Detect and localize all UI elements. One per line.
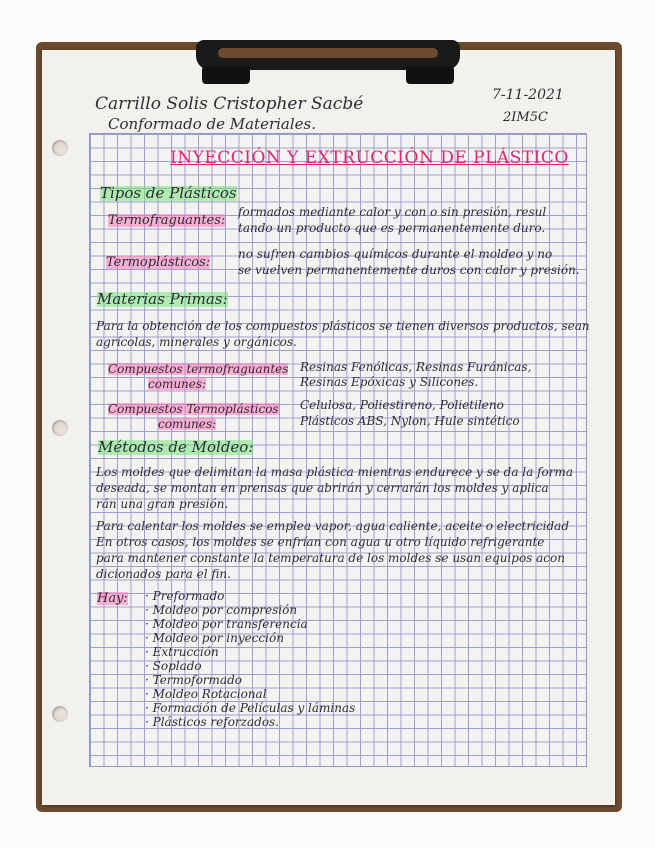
metodos-para2-4: dicionados para el fin. bbox=[96, 567, 231, 581]
list-item: · Plásticos reforzados. bbox=[145, 715, 280, 729]
comp-termofraguantes-label-1: Compuestos termofraguantes bbox=[108, 362, 289, 376]
termoplasticos-label: Termoplásticos: bbox=[106, 255, 211, 270]
tipos-heading: Tipos de Plásticos bbox=[100, 184, 237, 202]
clipboard-clip bbox=[196, 40, 460, 86]
clip-knob-right bbox=[406, 66, 454, 84]
termofraguantes-text-1: formados mediante calor y con o sin presión, resul bbox=[238, 205, 547, 219]
date: 7-11-2021 bbox=[492, 87, 564, 103]
list-item: · Moldeo por compresión bbox=[145, 603, 298, 617]
materias-intro-1: Para la obtención de los compuestos plásticos se tienen diversos productos, sean bbox=[96, 319, 590, 333]
list-item: · Termoformado bbox=[145, 673, 242, 687]
comp-termoplasticos-list-2: Plásticos ABS, Nylon, Hule sintético bbox=[300, 414, 520, 428]
metodos-para2-1: Para calentar los moldes se emplea vapor, agua caliente, aceite o electricidad bbox=[96, 519, 570, 533]
list-item: · Moldeo por transferencia bbox=[145, 617, 308, 631]
list-item: · Preformado bbox=[145, 589, 225, 603]
materias-heading: Materias Primas: bbox=[97, 290, 228, 308]
list-item: · Moldeo por inyección bbox=[145, 631, 284, 645]
page-title: INYECCIÓN Y EXTRUCCIÓN DE PLÁSTICO bbox=[170, 148, 569, 168]
comp-termofraguantes-label-2: comunes: bbox=[148, 377, 207, 391]
subject: Conformado de Materiales. bbox=[108, 115, 316, 133]
punch-hole-middle bbox=[52, 420, 68, 436]
termofraguantes-text-2: tando un producto que es permanentemente duro. bbox=[238, 221, 546, 235]
comp-termoplasticos-label-2: comunes: bbox=[158, 417, 217, 431]
metodos-para1-2: deseada, se montan en prensas que abrirán y cerrarán los moldes y aplica bbox=[96, 481, 549, 495]
termoplasticos-text-1: no sufren cambios químicos durante el moldeo y no bbox=[238, 247, 553, 261]
hay-label: Hay: bbox=[97, 591, 128, 606]
metodos-heading: Métodos de Moldeo: bbox=[98, 438, 254, 456]
student-name: Carrillo Solis Cristopher Sacbé bbox=[95, 94, 364, 114]
list-item: · Formación de Películas y láminas bbox=[145, 701, 356, 715]
punch-hole-bottom bbox=[52, 706, 68, 722]
metodos-para1-3: rán una gran presión. bbox=[96, 497, 229, 511]
clip-knob-left bbox=[202, 66, 250, 84]
termoplasticos-text-2: se vuelven permanentemente duros con calor y presión. bbox=[238, 263, 580, 277]
group: 2IM5C bbox=[503, 110, 548, 125]
list-item: · Soplado bbox=[145, 659, 202, 673]
metodos-para2-2: En otros casos, los moldes se enfrían con agua u otro líquido refrigerante bbox=[96, 535, 545, 549]
comp-termofraguantes-list-1: Resinas Fenólicas, Resinas Furánicas, bbox=[300, 360, 532, 374]
metodos-para1-1: Los moldes que delimitan la masa plástica mientras endurece y se da la forma bbox=[96, 465, 574, 479]
list-item: · Moldeo Rotacional bbox=[145, 687, 267, 701]
metodos-para2-3: para mantener constante la temperatura de los moldes se usan equipos acon bbox=[96, 551, 565, 565]
termofraguantes-label: Termofraguantes: bbox=[108, 213, 226, 228]
comp-termoplasticos-label-1: Compuestos Termoplásticos bbox=[108, 402, 279, 416]
punch-hole-top bbox=[52, 140, 68, 156]
materias-intro-2: agrícolas, minerales y orgánicos. bbox=[96, 335, 297, 349]
comp-termoplasticos-list-1: Celulosa, Poliestireno, Polietileno bbox=[300, 398, 504, 412]
comp-termofraguantes-list-2: Resinas Epóxicas y Silicones. bbox=[300, 375, 479, 389]
list-item: · Extrucción bbox=[145, 645, 219, 659]
